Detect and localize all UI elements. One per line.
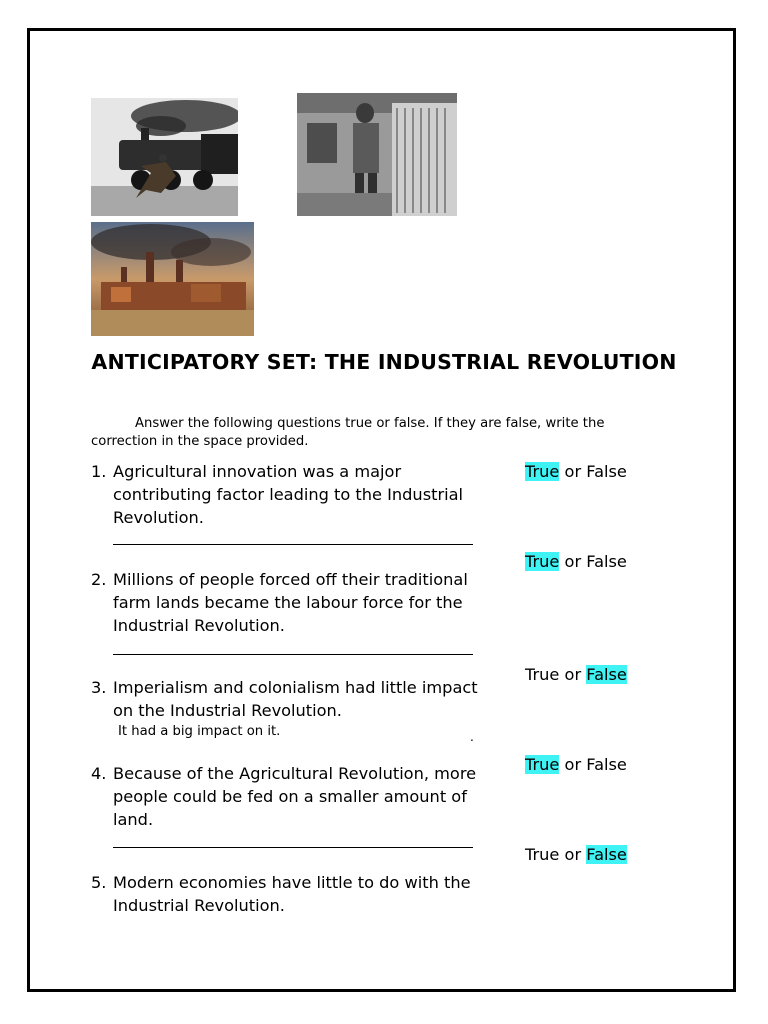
false-option[interactable]: False bbox=[586, 552, 627, 571]
instructions-text: Answer the following questions true or false. If they are false, write the correction in the space provided. bbox=[91, 416, 605, 449]
question-3 bbox=[91, 676, 491, 722]
question-text: Because of the Agricultural Revolution, more people could be fed on a smaller amount of land. bbox=[113, 764, 477, 829]
true-option[interactable]: True bbox=[525, 462, 560, 481]
answer-line-1[interactable] bbox=[113, 544, 473, 545]
true-option[interactable]: True bbox=[525, 552, 560, 571]
question-5 bbox=[91, 871, 491, 917]
false-option[interactable]: False bbox=[586, 462, 627, 481]
stray-mark: . bbox=[470, 730, 474, 744]
false-option[interactable]: False bbox=[586, 755, 627, 774]
question-number: 1. bbox=[91, 462, 107, 481]
or-label: or bbox=[559, 552, 587, 571]
instructions bbox=[91, 415, 651, 451]
true-option[interactable]: True bbox=[525, 845, 560, 864]
true-false-4[interactable] bbox=[525, 754, 627, 776]
question-text: Agricultural innovation was a major contributing factor leading to the Industrial Revolution. bbox=[113, 462, 464, 527]
question-number: 5. bbox=[91, 873, 107, 892]
question-text: Millions of people forced off their traditional farm lands became the labour force for the Industrial Revolution. bbox=[113, 570, 468, 635]
question-text: Imperialism and colonialism had little impact on the Industrial Revolution. bbox=[113, 678, 478, 720]
or-label: or bbox=[559, 755, 587, 774]
true-false-2[interactable] bbox=[525, 551, 627, 573]
or-label: or bbox=[559, 845, 587, 864]
page-title: ANTICIPATORY SET: THE INDUSTRIAL REVOLUTION bbox=[91, 350, 677, 374]
textile-mill-photo bbox=[297, 93, 457, 216]
question-number: 3. bbox=[91, 678, 107, 697]
true-false-3[interactable] bbox=[525, 664, 627, 686]
question-text: Modern economies have little to do with the Industrial Revolution. bbox=[113, 873, 471, 915]
true-option[interactable]: True bbox=[525, 665, 560, 684]
question-1 bbox=[91, 460, 491, 529]
question-number: 4. bbox=[91, 764, 107, 783]
false-option[interactable]: False bbox=[586, 665, 627, 684]
steam-train-photo bbox=[91, 98, 238, 216]
false-option[interactable]: False bbox=[586, 845, 627, 864]
true-false-1[interactable] bbox=[525, 461, 627, 483]
question-2 bbox=[91, 568, 491, 637]
true-false-5[interactable] bbox=[525, 844, 627, 866]
true-option[interactable]: True bbox=[525, 755, 560, 774]
correction-text[interactable]: It had a big impact on it. bbox=[118, 724, 281, 739]
answer-line-2[interactable] bbox=[113, 654, 473, 655]
or-label: or bbox=[559, 462, 587, 481]
or-label: or bbox=[559, 665, 587, 684]
question-4 bbox=[91, 762, 491, 831]
answer-line-4[interactable] bbox=[113, 847, 473, 848]
question-number: 2. bbox=[91, 570, 107, 589]
factory-painting bbox=[91, 222, 254, 336]
